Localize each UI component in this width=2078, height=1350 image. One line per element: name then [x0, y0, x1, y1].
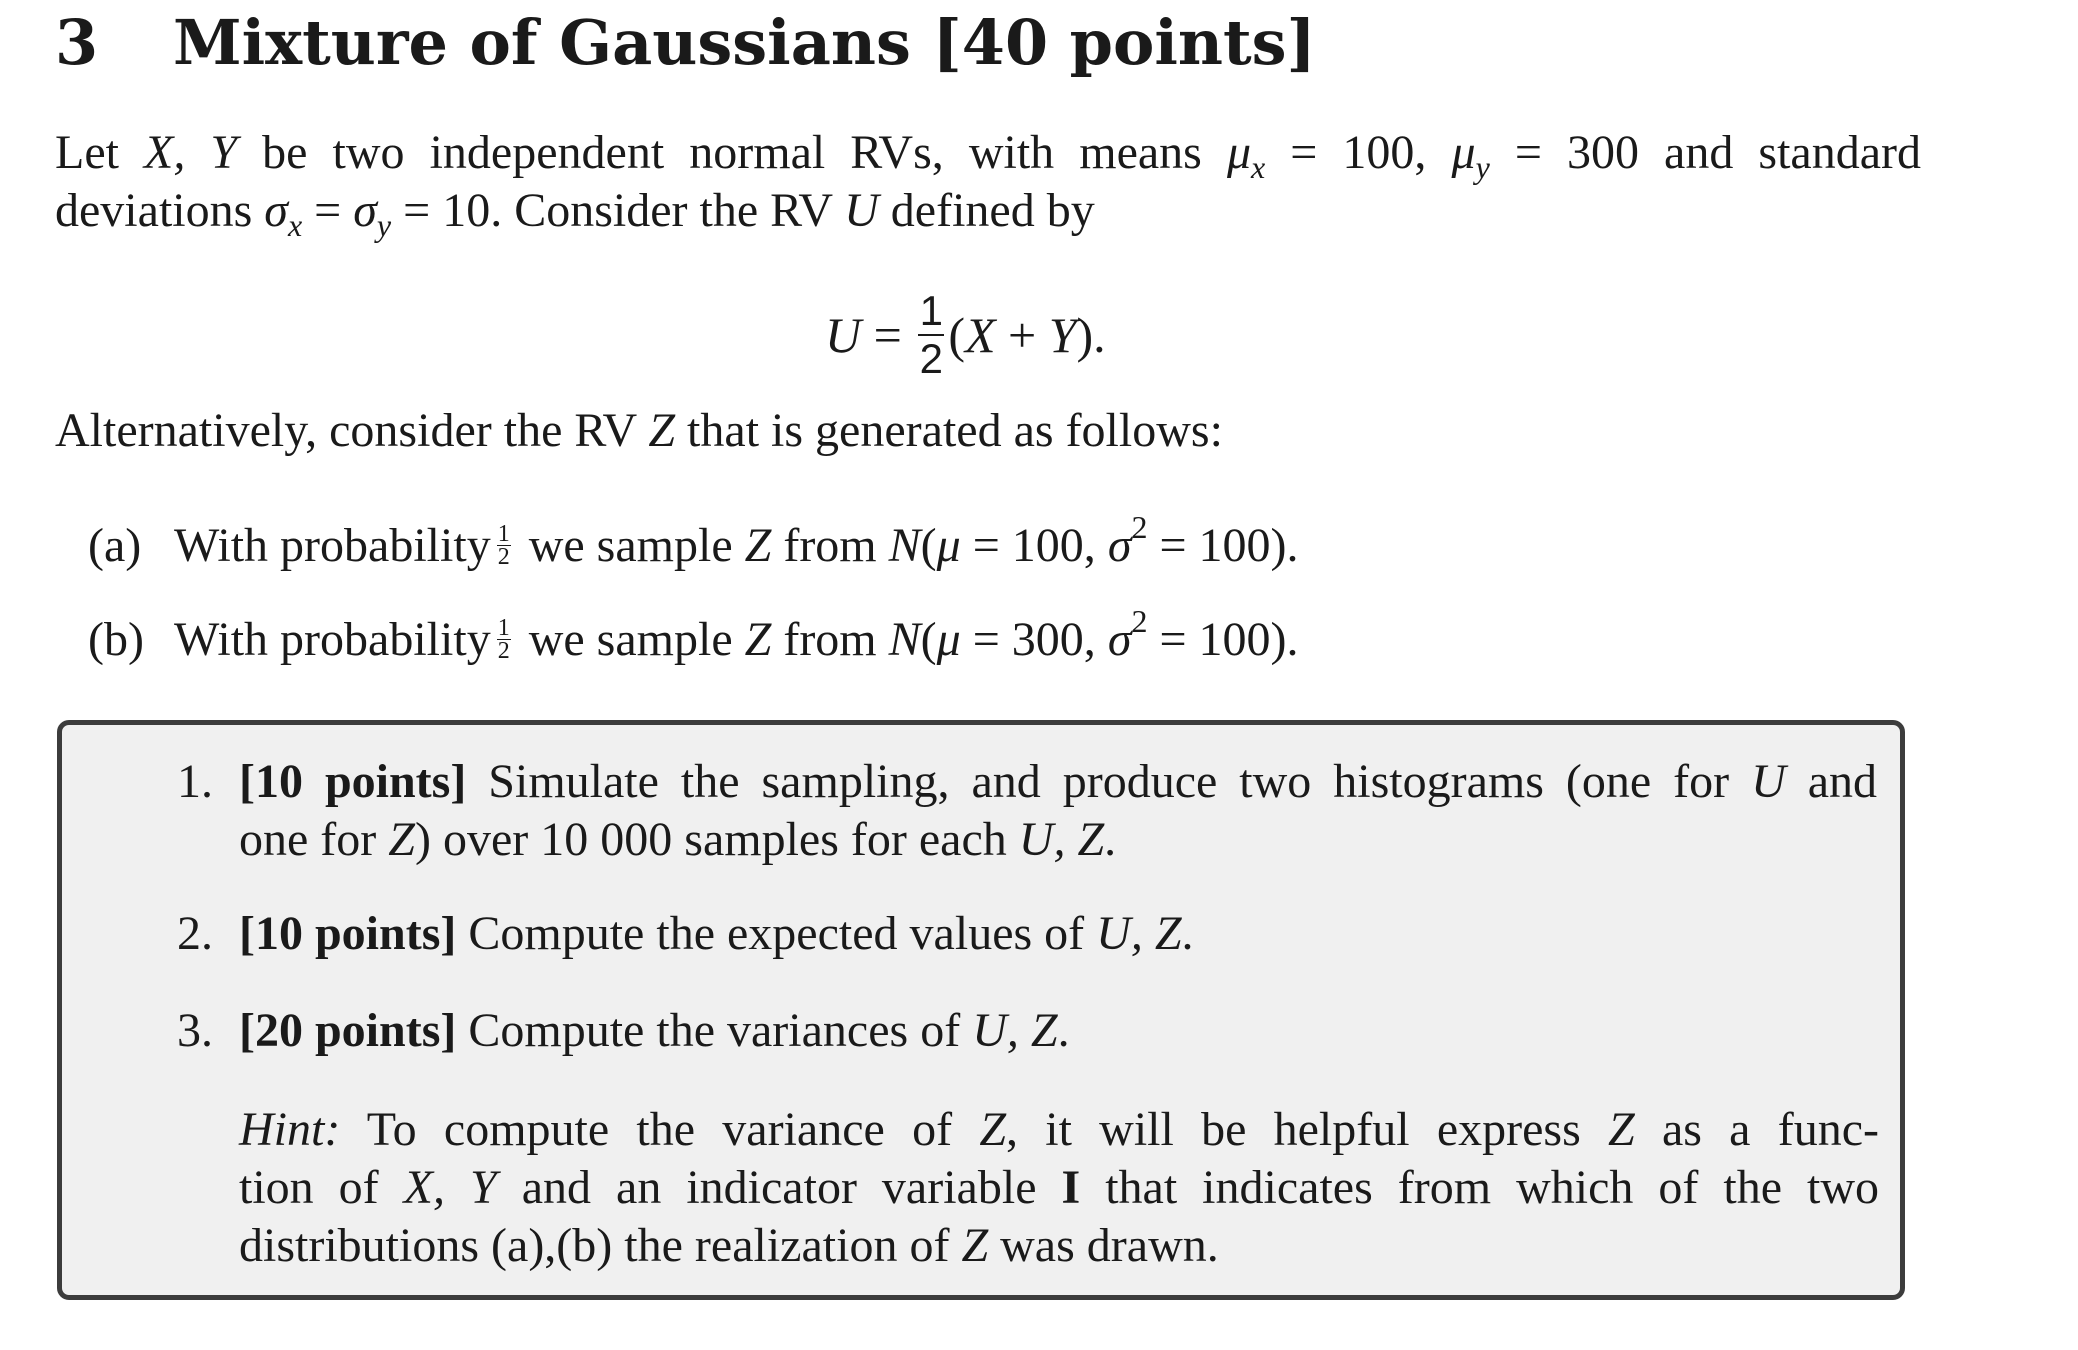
- item-text: (: [920, 518, 937, 572]
- item-text: = 100).: [1147, 612, 1299, 666]
- task-number: 3.: [177, 1004, 213, 1057]
- equation-x: X: [964, 307, 996, 363]
- hint-text: that indicates from which of the two: [1080, 1161, 1880, 1214]
- item-text: = 100).: [1147, 518, 1299, 572]
- math-n: N: [888, 612, 921, 666]
- equation-fraction: [918, 288, 944, 382]
- task-number: 1.: [177, 755, 213, 808]
- hint-text: To compute the variance of: [340, 1103, 980, 1156]
- math-superscript: 2: [1131, 602, 1148, 639]
- item-text: With probability: [174, 518, 491, 572]
- task-body: [239, 753, 1877, 869]
- task-body: [239, 905, 1194, 963]
- math-z: Z: [979, 1103, 1007, 1156]
- task-item: [177, 905, 1877, 965]
- item-text: = 100,: [960, 518, 1108, 572]
- hint-label: Hint:: [239, 1103, 341, 1156]
- math-z: Z: [744, 518, 772, 572]
- intro-text: deviations: [55, 184, 265, 237]
- task-text: .: [1057, 1004, 1070, 1057]
- intro-text: = 300 and standard: [1489, 126, 1922, 179]
- display-equation: [825, 280, 1106, 390]
- item-text: (: [920, 612, 937, 666]
- intro-text: = 10. Consider the RV: [391, 184, 845, 237]
- task-text: ) over 10 000 samples for each: [414, 813, 1019, 866]
- math-mu: μ: [936, 612, 961, 666]
- task-text: Compute the expected values of: [456, 907, 1097, 960]
- equation-lhs: U: [825, 307, 862, 363]
- fraction-denominator: 2: [919, 335, 943, 382]
- task-text: Simulate the sampling, and produce two histograms (one for: [466, 755, 1752, 808]
- math-subscript: y: [1475, 149, 1490, 185]
- math-uz: U, Z: [972, 1004, 1058, 1057]
- math-z: Z: [961, 1219, 989, 1272]
- equation-paren: ).: [1076, 307, 1106, 363]
- fraction-numerator: 1: [497, 520, 510, 547]
- task-points: [20 points]: [239, 1004, 457, 1057]
- hint-text: distributions (a),(b) the realization of: [239, 1219, 962, 1272]
- task-text: and: [1785, 755, 1878, 808]
- equation-plus: +: [995, 307, 1049, 363]
- math-subscript: x: [1251, 149, 1266, 185]
- alternative-line: [55, 402, 1223, 460]
- math-u: U: [844, 184, 879, 237]
- task-number: 2.: [177, 907, 213, 960]
- section-number: 3: [55, 6, 99, 79]
- task-points: [10 points]: [239, 755, 467, 808]
- fraction-denominator: 2: [497, 543, 510, 570]
- list-item: [88, 510, 1299, 580]
- item-text: we sample: [516, 518, 745, 572]
- task-line: [239, 753, 1877, 811]
- task-body: [239, 1002, 1070, 1060]
- item-label: (a): [88, 518, 142, 572]
- item-fraction: [497, 614, 511, 664]
- fraction-numerator: 1: [919, 287, 943, 334]
- item-text: = 300,: [960, 612, 1108, 666]
- item-text: With probability: [174, 612, 491, 666]
- intro-text: be two independent normal RVs, with means: [237, 126, 1227, 179]
- math-n: N: [888, 518, 921, 572]
- task-text: Compute the variances of: [456, 1004, 973, 1057]
- hint-text: , it will be helpful express: [1006, 1103, 1609, 1156]
- item-fraction: [497, 520, 511, 570]
- task-item: [177, 1002, 1877, 1062]
- math-z: Z: [388, 813, 415, 866]
- task-item: [177, 753, 1877, 873]
- task-points: [10 points]: [239, 907, 457, 960]
- math-uz: U, Z: [1018, 813, 1105, 866]
- math-u: U: [1751, 755, 1786, 808]
- intro-text: Let: [55, 126, 145, 179]
- item-text: from: [771, 612, 889, 666]
- hint-text: as a func-: [1634, 1103, 1880, 1156]
- section-title: Mixture of Gaussians [40 points]: [173, 6, 1316, 79]
- list-item: [88, 604, 1299, 674]
- hint-line: [239, 1101, 1879, 1159]
- hint-text: tion of: [239, 1161, 404, 1214]
- hint-paragraph: [239, 1101, 1879, 1275]
- section-heading: [55, 0, 1316, 85]
- item-label: (b): [88, 612, 144, 666]
- equation-y: Y: [1048, 307, 1077, 363]
- hint-line: [239, 1217, 1879, 1275]
- math-sigma: σ: [353, 184, 377, 237]
- math-xy: X, Y: [403, 1161, 497, 1214]
- task-text: .: [1181, 907, 1194, 960]
- math-xy: X, Y: [144, 126, 238, 179]
- item-text: we sample: [516, 612, 745, 666]
- intro-line-1: [55, 124, 1921, 186]
- math-uz: U, Z: [1096, 907, 1182, 960]
- math-mu: μ: [936, 518, 961, 572]
- math-mu: μ: [1226, 126, 1252, 179]
- task-line: [239, 811, 1877, 869]
- math-subscript: y: [376, 207, 392, 243]
- intro-line-2: [55, 182, 1095, 244]
- math-indicator: I: [1061, 1161, 1081, 1214]
- math-sigma: σ: [264, 184, 288, 237]
- math-mu: μ: [1451, 126, 1476, 179]
- fraction-denominator: 2: [497, 637, 510, 664]
- task-text: .: [1104, 813, 1117, 866]
- math-sigma: σ: [1107, 612, 1132, 666]
- equation-paren: (: [948, 307, 965, 363]
- item-text: from: [771, 518, 889, 572]
- fraction-numerator: 1: [497, 614, 510, 641]
- intro-text: =: [302, 184, 354, 237]
- alt-text: Alternatively, consider the RV: [55, 404, 649, 457]
- hint-text: and an indicator variable: [496, 1161, 1062, 1214]
- hint-line: [239, 1159, 1879, 1217]
- math-subscript: x: [287, 207, 303, 243]
- alt-text: that is generated as follows:: [675, 404, 1223, 457]
- intro-text: defined by: [878, 184, 1095, 237]
- equation-equals: =: [861, 307, 915, 363]
- task-text: one for: [239, 813, 389, 866]
- math-z: Z: [1608, 1103, 1635, 1156]
- math-superscript: 2: [1131, 508, 1148, 545]
- math-z: Z: [648, 404, 676, 457]
- hint-text: was drawn.: [988, 1219, 1219, 1272]
- math-z: Z: [744, 612, 772, 666]
- math-sigma: σ: [1107, 518, 1132, 572]
- task-box: [57, 720, 1905, 1300]
- intro-text: = 100,: [1265, 126, 1452, 179]
